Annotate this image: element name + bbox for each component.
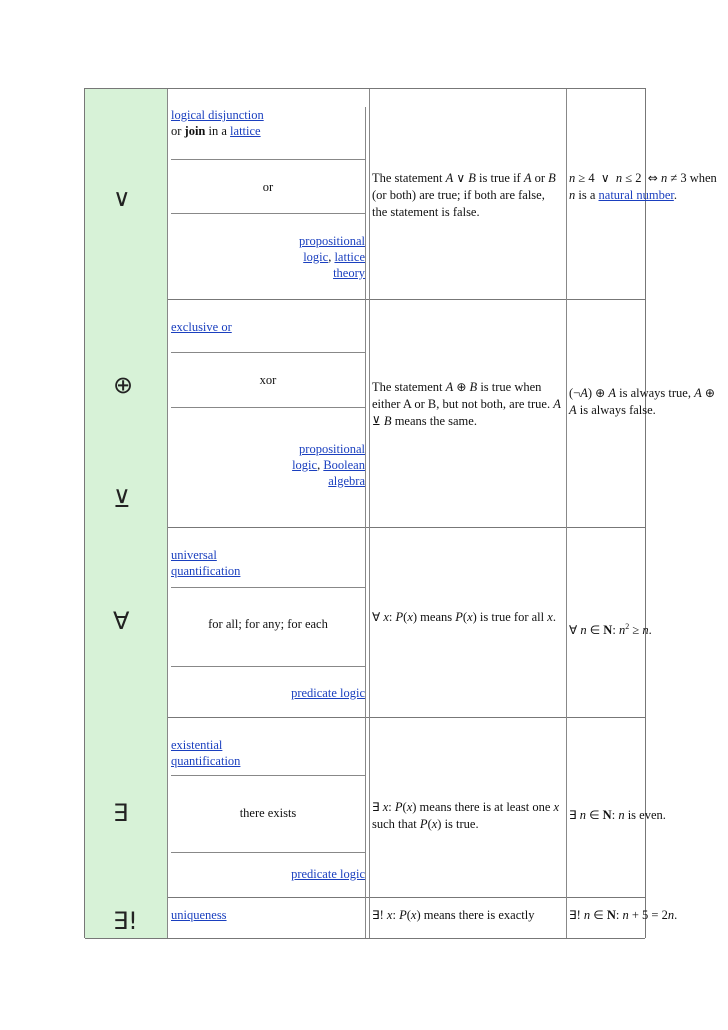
- link-exclusive-or[interactable]: exclusive or: [171, 320, 232, 334]
- example-column: [567, 897, 678, 938]
- name-column: [171, 299, 367, 527]
- explanation-column: [369, 717, 567, 897]
- name-cell: [171, 299, 366, 352]
- read-as-text: or: [262, 180, 274, 194]
- link-predicate-logic[interactable]: predicate logic: [291, 867, 365, 881]
- link-lattice-theory[interactable]: lattice theory: [333, 250, 365, 280]
- read-as-cell: [171, 775, 366, 853]
- category-cell: [171, 852, 366, 897]
- explanation-text: The statement A ∨ B is true if A or B (or both) are true; if both are false, the statement is false.: [372, 171, 556, 219]
- name-bold-join: join: [184, 124, 206, 138]
- symbol-cell: [85, 299, 168, 527]
- example-text: ∀ n ∈ N: $n^2 \ge n$.: [569, 622, 652, 638]
- explanation-column: [369, 527, 567, 717]
- name-column: [171, 527, 367, 717]
- explanation-text: The statement A ⊕ B is true when either A or B, but not both, are true. A ⊻ B means the same.: [372, 380, 561, 428]
- category-cell: [171, 407, 366, 527]
- link-existential-quantification[interactable]: existential quantification: [171, 738, 241, 768]
- name-cell: [171, 527, 366, 587]
- link-logical-disjunction[interactable]: logical disjunction: [171, 108, 264, 122]
- example-text: ∃! n ∈ N: n + 5 = 2n.: [569, 908, 678, 922]
- name-cell: [171, 897, 366, 938]
- example-column: [567, 299, 715, 527]
- symbol-cell: [85, 527, 168, 717]
- category-text: propositional logic, lattice theory: [299, 234, 365, 280]
- symbol-cell: [85, 89, 168, 299]
- forall-symbol: ∀: [113, 607, 130, 635]
- explanation-text: ∃ x: P(x) means there is at least one x such that P(x) is true.: [372, 800, 560, 831]
- table-row-exclusive-or: [85, 299, 715, 528]
- link-universal-quantification[interactable]: universal quantification: [171, 548, 241, 578]
- explanation-column: [369, 897, 567, 938]
- name-column: [171, 89, 367, 299]
- table-row-universal: [85, 527, 652, 718]
- name-cell: [171, 107, 366, 159]
- unique-exists-symbol: ∃!: [113, 907, 138, 935]
- link-propositional-logic[interactable]: propositional logic: [299, 234, 365, 264]
- read-as-cell: [171, 352, 366, 408]
- name-text-mid: in a: [205, 124, 231, 138]
- category-text: propositional logic, Boolean algebra: [292, 442, 365, 488]
- explanation-text: ∀ x: P(x) means P(x) is true for all x.: [372, 610, 556, 624]
- link-predicate-logic[interactable]: predicate logic: [291, 686, 365, 700]
- read-as-text: there exists: [239, 806, 297, 820]
- link-natural-number[interactable]: natural number: [598, 188, 674, 202]
- logic-symbols-table: [84, 88, 717, 938]
- name-cell: [171, 717, 366, 775]
- symbol-cell: [85, 897, 168, 938]
- example-column: [567, 89, 717, 299]
- example-column: [567, 717, 666, 897]
- category-cell: [171, 213, 366, 299]
- explanation-column: [369, 299, 567, 527]
- name-column: [171, 717, 367, 897]
- read-as-text: for all; for any; for each: [208, 617, 328, 631]
- exists-symbol: ∃: [113, 799, 129, 827]
- read-as-cell: [171, 159, 366, 214]
- link-boolean-algebra[interactable]: Boolean algebra: [323, 458, 365, 488]
- example-text: ∃ n ∈ N: n is even.: [569, 808, 666, 822]
- read-as-text: xor: [259, 373, 277, 387]
- disjunction-symbol: ∨: [113, 184, 131, 212]
- category-cell: [171, 666, 366, 717]
- symbol-cell: [85, 717, 168, 897]
- link-lattice[interactable]: lattice: [230, 124, 261, 138]
- link-uniqueness[interactable]: uniqueness: [171, 908, 227, 922]
- example-text: (¬A) ⊕ A is always true, A ⊕ A is always false.: [569, 386, 715, 417]
- name-text: or: [171, 124, 185, 138]
- table-row-uniqueness: [85, 897, 678, 939]
- xor-symbol: ⊕: [113, 371, 134, 399]
- name-column: [171, 897, 367, 938]
- example-column: [567, 527, 652, 717]
- xor-alt-symbol: ⊻: [113, 485, 131, 513]
- explanation-text: ∃! x: P(x) means there is exactly: [372, 908, 535, 922]
- example-text: n ≥ 4 ∨ n ≤ 2 ⇔ n ≠ 3 when n is a natural number.: [569, 171, 717, 202]
- table-row-existential: [85, 717, 666, 898]
- read-as-cell: [171, 587, 366, 667]
- table-row-disjunction: [85, 89, 717, 300]
- link-propositional-logic[interactable]: propositional logic: [292, 442, 365, 472]
- explanation-column: [369, 89, 567, 299]
